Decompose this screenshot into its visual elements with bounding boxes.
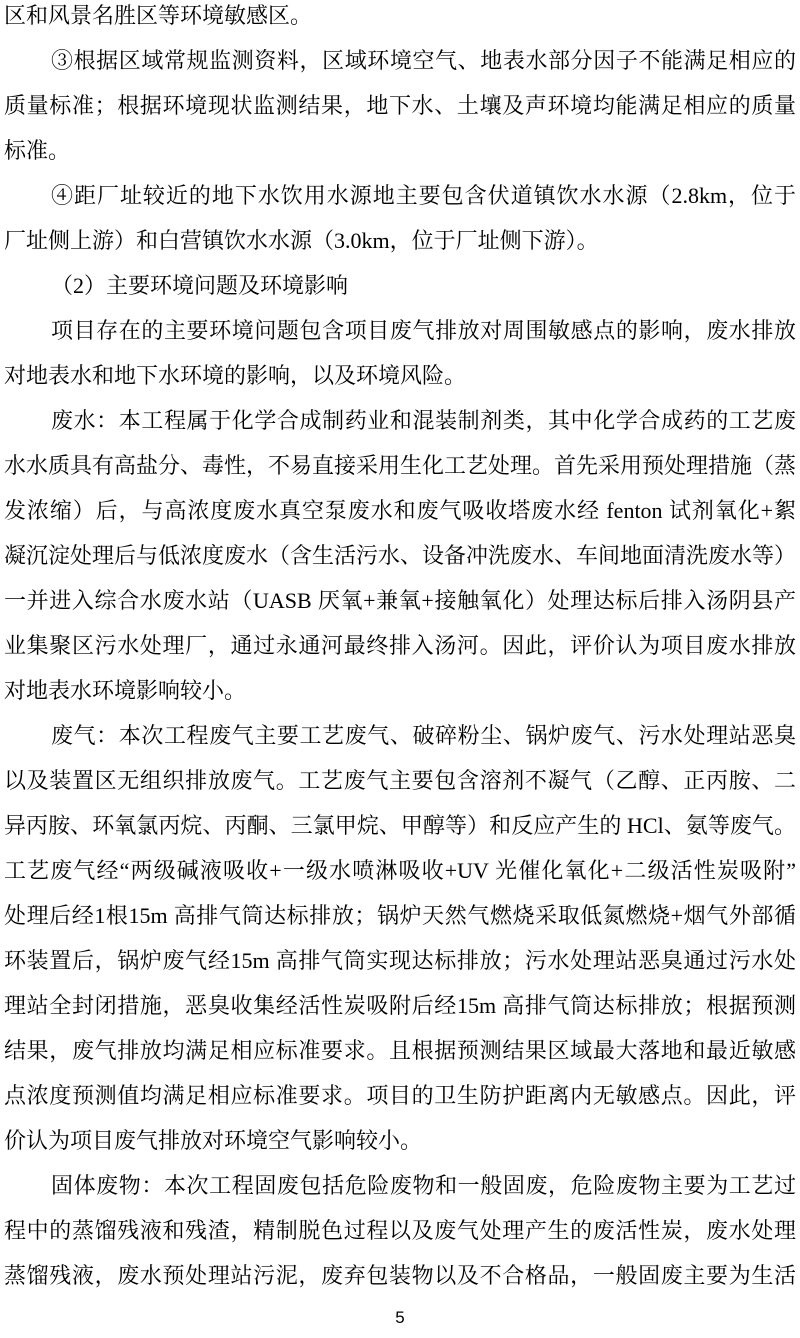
text-line: 对地表水环境影响较小。 xyxy=(4,678,247,703)
text-line: 处理后经1根15m 高排气筒达标排放；锅炉天然气燃烧采取低氮燃烧+烟气外部循 xyxy=(4,903,796,928)
text-line: ④距厂址较近的地下水饮用水源地主要包含伏道镇饮水水源（2.8km，位于 xyxy=(51,183,796,208)
text-line: 理站全封闭措施，恶臭收集经活性炭吸附后经15m 高排气筒达标排放；根据预测 xyxy=(4,993,796,1018)
text-line: 水水质具有高盐分、毒性，不易直接采用生化工艺处理。首先采用预处理措施（蒸 xyxy=(4,453,797,478)
text-line: 环装置后，锅炉废气经15m 高排气筒实现达标排放；污水处理站恶臭通过污水处 xyxy=(4,948,796,973)
text-line: 废气：本次工程废气主要工艺废气、破碎粉尘、锅炉废气、污水处理站恶臭 xyxy=(51,723,796,748)
text-line: 业集聚区污水处理厂，通过永通河最终排入汤河。因此，评价认为项目废水排放 xyxy=(4,633,796,658)
text-line: 价认为项目废气排放对环境空气影响较小。 xyxy=(4,1128,423,1153)
section-heading-line: （2）主要环境问题及环境影响 xyxy=(51,273,349,298)
text-line: 对地表水和地下水环境的影响，以及环境风险。 xyxy=(4,363,467,388)
page-number: 5 xyxy=(395,1308,405,1327)
text-line: 异丙胺、环氧氯丙烷、丙酮、三氯甲烷、甲醇等）和反应产生的 HCl、氨等废气。 xyxy=(4,813,796,838)
text-line: 凝沉淀处理后与低浓度废水（含生活污水、设备冲洗废水、车间地面清洗废水等） xyxy=(4,543,797,568)
text-line: 厂址侧上游）和白营镇饮水水源（3.0km，位于厂址侧下游）。 xyxy=(4,228,599,253)
document-text-block xyxy=(4,0,796,1298)
text-line: 固体废物：本次工程固废包括危险废物和一般固废，危险废物主要为工艺过 xyxy=(51,1173,796,1198)
text-line: 项目存在的主要环境问题包含项目废气排放对周围敏感点的影响，废水排放 xyxy=(51,318,796,343)
text-line: 废水：本工程属于化学合成制药业和混装制剂类，其中化学合成药的工艺废 xyxy=(51,408,796,433)
text-line: 结果，废气排放均满足相应标准要求。且根据预测结果区域最大落地和最近敏感 xyxy=(4,1038,796,1063)
text-line: 标准。 xyxy=(4,138,71,163)
text-line: 一并进入综合水废水站（UASB 厌氧+兼氧+接触氧化）处理达标后排入汤阴县产 xyxy=(4,588,796,613)
text-line: 工艺废气经“两级碱液吸收+一级水喷淋吸收+UV 光催化氧化+二级活性炭吸附” xyxy=(4,858,796,883)
text-line: 发浓缩）后，与高浓度废水真空泵废水和废气吸收塔废水经 fenton 试剂氧化+絮 xyxy=(4,498,796,523)
page-footer xyxy=(0,1306,800,1330)
text-line: 点浓度预测值均满足相应标准要求。项目的卫生防护距离内无敏感点。因此，评 xyxy=(4,1083,796,1108)
text-line: 程中的蒸馏残液和残渣，精制脱色过程以及废气处理产生的废活性炭，废水处理 xyxy=(4,1218,796,1243)
text-line: 蒸馏残液，废水预处理站污泥，废弃包装物以及不合格品，一般固废主要为生活 xyxy=(4,1263,796,1288)
text-line: 区和风景名胜区等环境敏感区。 xyxy=(4,3,313,28)
text-line: ③根据区域常规监测资料，区域环境空气、地表水部分因子不能满足相应的 xyxy=(51,48,796,73)
text-line: 以及装置区无组织排放废气。工艺废气主要包含溶剂不凝气（乙醇、正丙胺、二 xyxy=(4,768,796,793)
text-line: 质量标准；根据环境现状监测结果，地下水、土壤及声环境均能满足相应的质量 xyxy=(4,93,796,118)
